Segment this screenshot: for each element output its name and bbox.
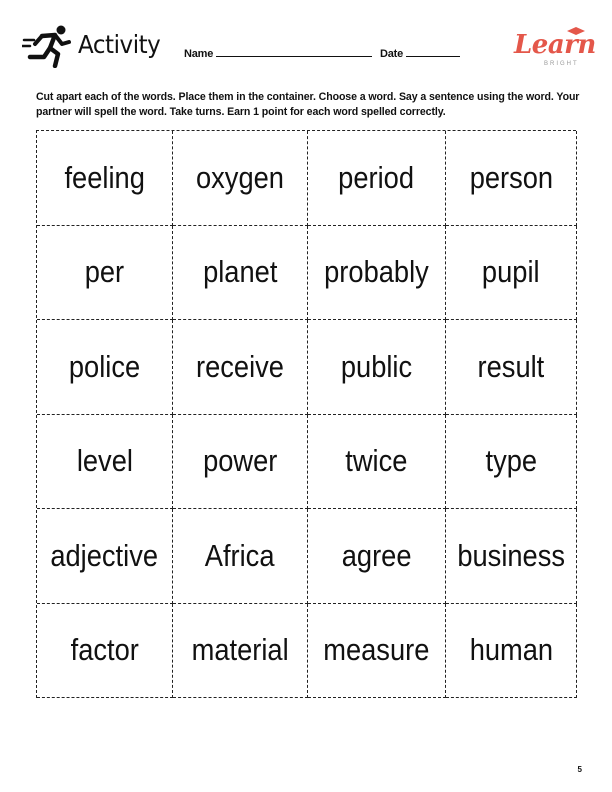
word-card (37, 320, 173, 415)
word-card-text: Africa (205, 537, 275, 573)
word-card-text: business (457, 537, 565, 573)
word-card (37, 415, 173, 510)
word-card-text: probably (324, 254, 429, 290)
word-card (308, 320, 446, 415)
learn-bright-logo (514, 30, 594, 70)
word-card-text: level (76, 443, 133, 479)
word-card (173, 509, 308, 604)
word-card (308, 415, 446, 510)
word-card-text: person (469, 159, 553, 195)
word-card (446, 604, 577, 699)
name-field[interactable] (184, 46, 372, 60)
word-card (446, 131, 577, 226)
word-card (308, 131, 446, 226)
word-card-text: planet (202, 254, 278, 290)
name-label: Name (184, 48, 214, 60)
word-card (173, 604, 308, 699)
word-card (173, 415, 308, 510)
worksheet-header (0, 0, 612, 80)
word-card-grid (36, 130, 576, 698)
word-card (308, 509, 446, 604)
date-line[interactable] (406, 46, 460, 57)
word-card-text: feeling (64, 159, 145, 195)
logo-subtitle: BRIGHT (544, 61, 579, 67)
word-card (308, 226, 446, 321)
word-card (37, 509, 173, 604)
date-label: Date (380, 48, 404, 60)
runner-icon (22, 24, 72, 68)
word-card (37, 604, 173, 699)
word-card (446, 320, 577, 415)
word-card (446, 226, 577, 321)
word-card (446, 509, 577, 604)
word-card-text: type (485, 443, 537, 479)
word-card-text: human (469, 632, 553, 668)
activity-title: Activity (78, 30, 161, 59)
word-card-text: material (191, 632, 289, 668)
word-card-text: measure (323, 632, 430, 668)
word-card-text: adjective (50, 537, 159, 573)
word-card (173, 131, 308, 226)
word-card-text: police (68, 348, 141, 384)
word-card (37, 131, 173, 226)
word-card-text: power (202, 443, 278, 479)
word-card-text: oxygen (196, 159, 284, 195)
word-card-text: factor (70, 632, 139, 668)
word-card-text: agree (341, 537, 412, 573)
page-number: 5 (577, 765, 582, 774)
word-card (173, 226, 308, 321)
word-card (173, 320, 308, 415)
name-line[interactable] (216, 46, 372, 57)
word-card-text: pupil (482, 254, 540, 290)
word-card-text: per (84, 254, 125, 290)
word-card-text: period (338, 159, 415, 195)
word-card-text: receive (196, 348, 284, 384)
logo-word: Learn (514, 30, 596, 60)
word-card-text: twice (345, 443, 408, 479)
instructions-text: Cut apart each of the words. Place them in the container. Choose a word. Say a sentence using the word. Your partner will spell the word. Take turns. Earn 1 point for each word spelled correctly. (36, 91, 580, 118)
word-card (308, 604, 446, 699)
word-card (37, 226, 173, 321)
word-card (446, 415, 577, 510)
word-card-text: result (477, 348, 545, 384)
word-card-text: public (340, 348, 413, 384)
date-field[interactable] (380, 46, 460, 60)
